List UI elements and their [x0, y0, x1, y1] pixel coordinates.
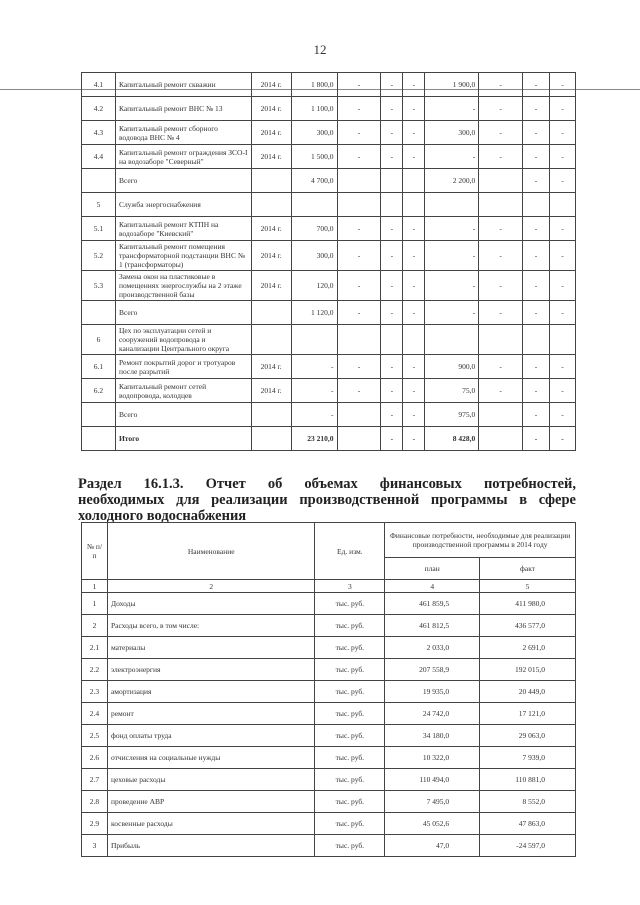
row-value-c4: - [403, 403, 425, 427]
row-value-c5: - [425, 97, 479, 121]
heading-line-3: холодного водоснабжения [78, 508, 247, 524]
header-unit: Ед. изм. [315, 523, 385, 580]
table-row [82, 427, 576, 451]
row-number: 2.8 [82, 791, 108, 813]
table-row [82, 271, 576, 301]
row-value-c6 [479, 325, 523, 355]
row-plan: 7 495,0 [385, 791, 480, 813]
table-row [82, 241, 576, 271]
row-value-c6: - [479, 121, 523, 145]
row-fact: 436 577,0 [480, 615, 576, 637]
row-plan: 110 494,0 [385, 769, 480, 791]
row-name: Прибыль [107, 835, 314, 857]
investment-program-table [81, 72, 576, 451]
row-value-c5: 975,0 [425, 403, 479, 427]
row-name: Капитальный ремонт ВНС № 13 [115, 97, 251, 121]
row-value-c1: 1 500,0 [291, 145, 337, 169]
row-unit: тыс. руб. [315, 769, 385, 791]
row-value-c7: - [523, 427, 550, 451]
row-value-c7: - [523, 145, 550, 169]
row-name: Капитальный ремонт сетей водопровода, колодцев [115, 379, 251, 403]
row-unit: тыс. руб. [315, 835, 385, 857]
financial-needs-table [81, 522, 576, 857]
row-plan: 461 812,5 [385, 615, 480, 637]
row-value-c2: - [337, 145, 381, 169]
row-value-c6: - [479, 97, 523, 121]
row-value-c4: - [403, 73, 425, 97]
row-value-c5: - [425, 145, 479, 169]
row-value-c5 [425, 325, 479, 355]
row-value-c6 [479, 427, 523, 451]
row-year: 2014 г. [251, 271, 291, 301]
row-name: Всего [115, 403, 251, 427]
row-year: 2014 г. [251, 379, 291, 403]
header-plan: план [385, 558, 480, 580]
row-number [82, 301, 116, 325]
row-fact: -24 597,0 [480, 835, 576, 857]
row-value-c4: - [403, 217, 425, 241]
column-number: 4 [385, 580, 480, 593]
row-value-c8: - [550, 379, 576, 403]
row-value-c2 [337, 403, 381, 427]
row-value-c8: - [550, 271, 576, 301]
row-value-c6: - [479, 217, 523, 241]
table-row [82, 593, 576, 615]
row-value-c2 [337, 193, 381, 217]
row-value-c2: - [337, 379, 381, 403]
row-number [82, 427, 116, 451]
row-year [251, 193, 291, 217]
row-value-c8 [550, 325, 576, 355]
row-value-c3: - [381, 355, 403, 379]
table-row [82, 301, 576, 325]
row-value-c7: - [523, 301, 550, 325]
row-number: 5.3 [82, 271, 116, 301]
table-row [82, 637, 576, 659]
row-number: 2.3 [82, 681, 108, 703]
row-value-c3: - [381, 241, 403, 271]
row-value-c5: 75,0 [425, 379, 479, 403]
table-row [82, 217, 576, 241]
column-number: 5 [480, 580, 576, 593]
row-value-c7 [523, 193, 550, 217]
table-row [82, 403, 576, 427]
row-value-c3: - [381, 301, 403, 325]
header-name: Наименование [107, 523, 314, 580]
row-value-c7: - [523, 73, 550, 97]
row-value-c2 [337, 427, 381, 451]
row-value-c2: - [337, 121, 381, 145]
row-value-c4: - [403, 301, 425, 325]
row-value-c7: - [523, 271, 550, 301]
row-number [82, 403, 116, 427]
column-number: 1 [82, 580, 108, 593]
row-year [251, 301, 291, 325]
row-value-c8: - [550, 403, 576, 427]
row-value-c8: - [550, 355, 576, 379]
row-value-c7: - [523, 241, 550, 271]
table-row [82, 379, 576, 403]
row-fact: 29 063,0 [480, 725, 576, 747]
row-value-c1 [291, 193, 337, 217]
table-row [82, 355, 576, 379]
row-name: Капитальный ремонт КТПН на водозаборе "Киевский" [115, 217, 251, 241]
row-value-c4: - [403, 271, 425, 301]
row-number: 2.1 [82, 637, 108, 659]
row-name: Всего [115, 169, 251, 193]
row-name: проведение АВР [107, 791, 314, 813]
row-number: 4.3 [82, 121, 116, 145]
row-value-c3 [381, 169, 403, 193]
row-value-c1: - [291, 355, 337, 379]
row-value-c2: - [337, 355, 381, 379]
row-number: 1 [82, 593, 108, 615]
table-row [82, 813, 576, 835]
row-plan: 47,0 [385, 835, 480, 857]
row-fact: 2 691,0 [480, 637, 576, 659]
row-value-c5: - [425, 271, 479, 301]
table-row [82, 681, 576, 703]
row-plan: 461 859,5 [385, 593, 480, 615]
row-value-c7 [523, 325, 550, 355]
row-name: амортизация [107, 681, 314, 703]
row-value-c2: - [337, 271, 381, 301]
row-value-c1: 1 800,0 [291, 73, 337, 97]
header-financial-needs: Финансовые потребности, необходимые для реализации производственной программы в 2014 году [385, 523, 576, 558]
row-fact: 8 552,0 [480, 791, 576, 813]
row-name: отчисления на социальные нужды [107, 747, 314, 769]
row-name: Служба энергоснабжения [115, 193, 251, 217]
row-number: 6.2 [82, 379, 116, 403]
row-value-c2: - [337, 97, 381, 121]
column-number: 3 [315, 580, 385, 593]
row-plan: 207 558,9 [385, 659, 480, 681]
row-unit: тыс. руб. [315, 681, 385, 703]
row-value-c5: 8 428,0 [425, 427, 479, 451]
row-name: электроэнергия [107, 659, 314, 681]
row-value-c4: - [403, 379, 425, 403]
row-number: 5.1 [82, 217, 116, 241]
row-name: Доходы [107, 593, 314, 615]
row-name: цеховые расходы [107, 769, 314, 791]
row-unit: тыс. руб. [315, 637, 385, 659]
row-unit: тыс. руб. [315, 747, 385, 769]
row-year [251, 427, 291, 451]
row-name: косвенные расходы [107, 813, 314, 835]
table-row [82, 835, 576, 857]
row-number: 2.9 [82, 813, 108, 835]
row-value-c4: - [403, 121, 425, 145]
row-value-c4 [403, 169, 425, 193]
header-fact: факт [480, 558, 576, 580]
row-value-c5: 300,0 [425, 121, 479, 145]
row-number: 4.2 [82, 97, 116, 121]
row-value-c3: - [381, 73, 403, 97]
row-year: 2014 г. [251, 217, 291, 241]
row-unit: тыс. руб. [315, 659, 385, 681]
row-value-c6 [479, 193, 523, 217]
row-name: Капитальный ремонт скважин [115, 73, 251, 97]
row-fact: 47 863,0 [480, 813, 576, 835]
row-name: Ремонт покрытий дорог и тротуаров после разрытий [115, 355, 251, 379]
row-name: Цех по эксплуатации сетей и сооружений водопровода и канализации Центрального округа [115, 325, 251, 355]
row-plan: 10 322,0 [385, 747, 480, 769]
row-plan: 24 742,0 [385, 703, 480, 725]
row-number: 2.7 [82, 769, 108, 791]
row-number: 2.6 [82, 747, 108, 769]
row-value-c3 [381, 325, 403, 355]
row-value-c4: - [403, 241, 425, 271]
row-value-c7: - [523, 403, 550, 427]
row-value-c3 [381, 193, 403, 217]
row-value-c8: - [550, 169, 576, 193]
row-value-c1: 120,0 [291, 271, 337, 301]
section-heading [78, 476, 576, 524]
row-value-c1: 300,0 [291, 241, 337, 271]
row-number: 2.4 [82, 703, 108, 725]
row-year: 2014 г. [251, 73, 291, 97]
row-value-c3: - [381, 403, 403, 427]
row-fact: 192 015,0 [480, 659, 576, 681]
row-value-c3: - [381, 121, 403, 145]
row-value-c6 [479, 169, 523, 193]
row-value-c7: - [523, 169, 550, 193]
row-value-c1: 700,0 [291, 217, 337, 241]
row-unit: тыс. руб. [315, 813, 385, 835]
row-value-c6: - [479, 145, 523, 169]
row-name: Капитальный ремонт сборного водовода ВНС № 4 [115, 121, 251, 145]
row-value-c6: - [479, 379, 523, 403]
row-value-c2 [337, 325, 381, 355]
row-number: 2 [82, 615, 108, 637]
row-value-c8: - [550, 241, 576, 271]
table-row [82, 659, 576, 681]
row-value-c3: - [381, 217, 403, 241]
row-unit: тыс. руб. [315, 703, 385, 725]
row-plan: 34 180,0 [385, 725, 480, 747]
table-row [82, 615, 576, 637]
row-fact: 110 881,0 [480, 769, 576, 791]
row-value-c5 [425, 193, 479, 217]
row-name: Замена окон на пластиковые в помещениях энергослужбы на 2 этаже производственной базы [115, 271, 251, 301]
row-value-c8: - [550, 97, 576, 121]
row-value-c8: - [550, 145, 576, 169]
row-number: 4.1 [82, 73, 116, 97]
row-number: 2.5 [82, 725, 108, 747]
row-unit: тыс. руб. [315, 593, 385, 615]
row-value-c4 [403, 325, 425, 355]
row-value-c7: - [523, 379, 550, 403]
row-value-c5: 1 900,0 [425, 73, 479, 97]
row-name: Капитальный ремонт помещения трансформаторной подстанции ВНС № 1 (трансформаторы) [115, 241, 251, 271]
row-value-c1: 4 700,0 [291, 169, 337, 193]
row-year [251, 403, 291, 427]
column-number: 2 [107, 580, 314, 593]
row-value-c5: - [425, 301, 479, 325]
row-value-c7: - [523, 121, 550, 145]
row-value-c5: 900,0 [425, 355, 479, 379]
row-value-c7: - [523, 355, 550, 379]
row-number [82, 169, 116, 193]
row-value-c7: - [523, 217, 550, 241]
row-year: 2014 г. [251, 355, 291, 379]
row-fact: 411 980,0 [480, 593, 576, 615]
row-value-c6: - [479, 271, 523, 301]
row-value-c2: - [337, 73, 381, 97]
row-value-c4 [403, 193, 425, 217]
row-value-c3: - [381, 145, 403, 169]
row-value-c8 [550, 193, 576, 217]
row-value-c1: 1 120,0 [291, 301, 337, 325]
row-value-c1: 23 210,0 [291, 427, 337, 451]
row-value-c6: - [479, 241, 523, 271]
row-number: 5.2 [82, 241, 116, 271]
table-row [82, 725, 576, 747]
row-value-c3: - [381, 427, 403, 451]
row-value-c5: - [425, 241, 479, 271]
table-row [82, 747, 576, 769]
table-row [82, 73, 576, 97]
row-value-c4: - [403, 145, 425, 169]
table-row [82, 325, 576, 355]
row-value-c2 [337, 169, 381, 193]
row-number: 6 [82, 325, 116, 355]
table-row [82, 145, 576, 169]
row-value-c1: - [291, 403, 337, 427]
row-name: фонд оплаты труда [107, 725, 314, 747]
row-year [251, 325, 291, 355]
row-value-c6: - [479, 301, 523, 325]
row-year: 2014 г. [251, 121, 291, 145]
row-name: Капитальный ремонт ограждения ЗСО-I на водозаборе "Северный" [115, 145, 251, 169]
row-value-c5: - [425, 217, 479, 241]
row-year [251, 169, 291, 193]
heading-line-2: необходимых для реализации производственной программы в сфере [78, 492, 576, 508]
row-number: 4.4 [82, 145, 116, 169]
row-value-c3: - [381, 379, 403, 403]
table-row [82, 791, 576, 813]
row-value-c1: - [291, 379, 337, 403]
row-plan: 19 935,0 [385, 681, 480, 703]
row-number: 3 [82, 835, 108, 857]
row-value-c2: - [337, 241, 381, 271]
row-name: Всего [115, 301, 251, 325]
row-fact: 7 939,0 [480, 747, 576, 769]
row-value-c1: 1 100,0 [291, 97, 337, 121]
row-value-c2: - [337, 217, 381, 241]
row-year: 2014 г. [251, 97, 291, 121]
row-value-c8: - [550, 217, 576, 241]
row-unit: тыс. руб. [315, 791, 385, 813]
row-value-c8: - [550, 301, 576, 325]
header-num: № п/п [82, 523, 108, 580]
table-row [82, 121, 576, 145]
row-value-c7: - [523, 97, 550, 121]
row-value-c6: - [479, 355, 523, 379]
table-row [82, 703, 576, 725]
table-row [82, 169, 576, 193]
row-value-c1: 300,0 [291, 121, 337, 145]
row-name: материалы [107, 637, 314, 659]
table-row [82, 97, 576, 121]
table-row [82, 193, 576, 217]
row-number: 5 [82, 193, 116, 217]
row-value-c8: - [550, 73, 576, 97]
row-value-c8: - [550, 427, 576, 451]
row-number: 6.1 [82, 355, 116, 379]
row-number: 2.2 [82, 659, 108, 681]
row-value-c4: - [403, 427, 425, 451]
heading-line-1: Раздел 16.1.3. Отчет об объемах финансовых потребностей, [78, 476, 576, 492]
row-value-c8: - [550, 121, 576, 145]
row-year: 2014 г. [251, 241, 291, 271]
table-row [82, 769, 576, 791]
row-fact: 17 121,0 [480, 703, 576, 725]
row-value-c4: - [403, 97, 425, 121]
row-value-c3: - [381, 271, 403, 301]
row-value-c4: - [403, 355, 425, 379]
row-value-c3: - [381, 97, 403, 121]
row-plan: 45 052,6 [385, 813, 480, 835]
row-unit: тыс. руб. [315, 615, 385, 637]
row-value-c5: 2 200,0 [425, 169, 479, 193]
row-name: ремонт [107, 703, 314, 725]
row-fact: 20 449,0 [480, 681, 576, 703]
row-name: Расходы всего, в том числе: [107, 615, 314, 637]
row-name: Итого [115, 427, 251, 451]
row-year: 2014 г. [251, 145, 291, 169]
row-unit: тыс. руб. [315, 725, 385, 747]
row-value-c6 [479, 403, 523, 427]
row-value-c1 [291, 325, 337, 355]
row-plan: 2 033,0 [385, 637, 480, 659]
row-value-c2: - [337, 301, 381, 325]
page-number: 12 [313, 42, 327, 57]
row-value-c6: - [479, 73, 523, 97]
